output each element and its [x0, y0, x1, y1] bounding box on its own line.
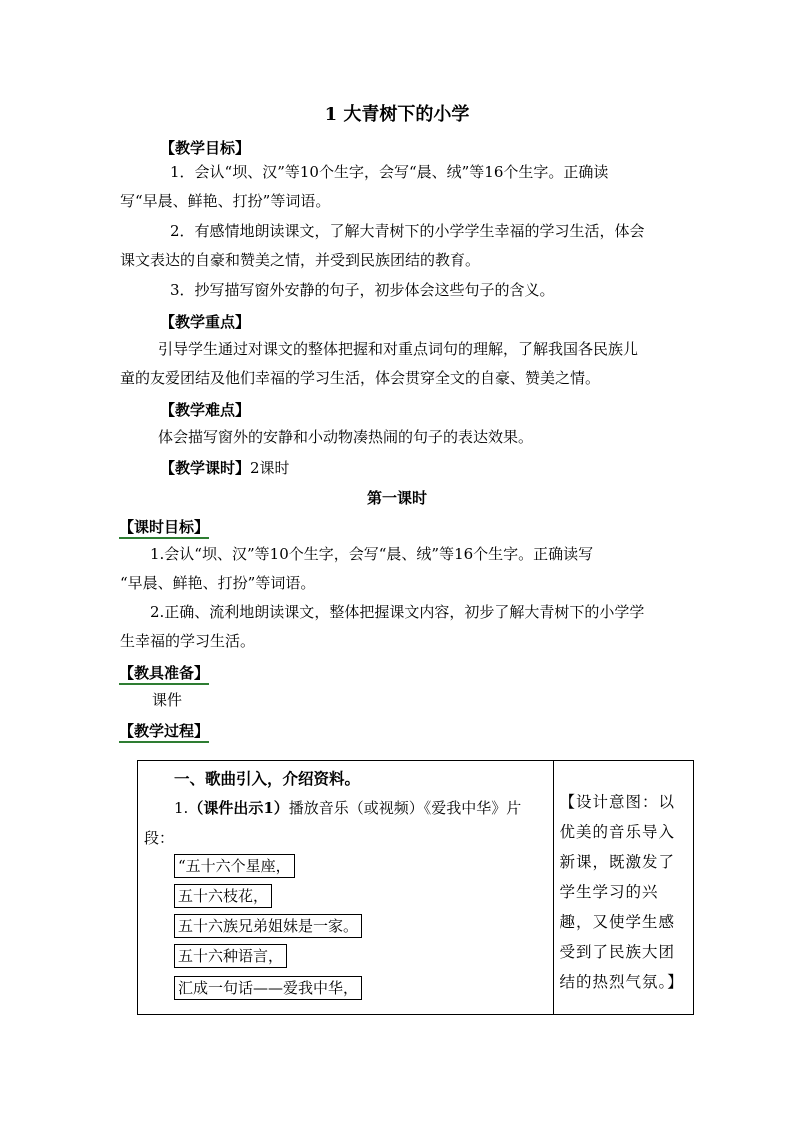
lyric-line-3: 五十六族兄弟姐妹是一家。	[174, 914, 362, 938]
difficulties-heading: 【教学难点】	[160, 401, 251, 419]
page-title: 1 大青树下的小学	[324, 104, 470, 125]
lesson-goal-1-line-1: 1.会认“坝、汉”等10个生字，会写“晨、绒”等16个生字。正确读写	[150, 545, 594, 563]
design-note: 【设计意图：以优美的音乐导入新课，既激发了学生学习的兴趣，又使学生感受到了民族大团结的热烈气氛。】	[559, 793, 684, 991]
process-heading	[119, 720, 209, 741]
lesson-1-heading: 第一课时	[366, 489, 427, 507]
hours-row	[160, 457, 290, 478]
step-1-text: 播放音乐（或视频）《爱我中华》片	[288, 799, 522, 817]
step-1-number: 1.	[174, 799, 189, 817]
step-1-continued: 段：	[144, 829, 175, 847]
lesson-goal-heading	[119, 516, 209, 537]
objective-2-line-1: 2．有感情地朗读课文，了解大青树下的小学学生幸福的学习生活，体会	[170, 222, 645, 240]
prep-heading-text: 【教具准备】	[119, 664, 209, 685]
lyric-line-4: 五十六种语言，	[174, 944, 287, 968]
step-1-courseware: （课件出示1）	[188, 799, 289, 817]
step-1	[174, 797, 521, 818]
lyric-line-5: 汇成一句话——爱我中华，	[174, 976, 362, 1000]
hours-value: 2课时	[250, 459, 290, 477]
lyric-line-2: 五十六枝花，	[174, 884, 272, 908]
objective-3: 3．抄写描写窗外安静的句子，初步体会这些句子的含义。	[170, 281, 555, 299]
key-points-line-1: 引导学生通过对课文的整体把握和对重点词句的理解，了解我国各民族儿	[158, 340, 639, 358]
prep-value: 课件	[152, 691, 183, 709]
section-title: 一、歌曲引入，介绍资料。	[174, 769, 361, 788]
prep-heading	[119, 662, 209, 683]
lyric-line-1: “五十六个星座，	[174, 854, 295, 878]
objectives-heading: 【教学目标】	[160, 139, 251, 157]
objective-1-line-2: 写“早晨、鲜艳、打扮”等词语。	[120, 192, 331, 210]
process-heading-text: 【教学过程】	[119, 722, 209, 743]
key-points-line-2: 童的友爱团结及他们幸福的学习生活，体会贯穿全文的自豪、赞美之情。	[120, 369, 601, 387]
hours-heading: 【教学课时】	[160, 459, 251, 477]
design-note-cell	[553, 761, 694, 1015]
lesson-goal-2-line-2: 生幸福的学习生活。	[120, 632, 256, 650]
lesson-goal-2-line-1: 2.正确、流利地朗读课文，整体把握课文内容，初步了解大青树下的小学学	[150, 603, 645, 621]
objective-1-line-1: 1．会认“坝、汉”等10个生字，会写“晨、绒”等16个生字。正确读	[170, 163, 609, 181]
objective-2-line-2: 课文表达的自豪和赞美之情，并受到民族团结的教育。	[120, 251, 481, 269]
difficulties-line-1: 体会描写窗外的安静和小动物凑热闹的句子的表达效果。	[158, 428, 534, 446]
process-content-cell	[138, 761, 554, 1015]
lesson-goal-1-line-2: “早晨、鲜艳、打扮”等词语。	[120, 574, 316, 592]
lesson-goal-heading-text: 【课时目标】	[119, 518, 209, 539]
lesson-process-table	[137, 760, 694, 1015]
key-points-heading: 【教学重点】	[160, 313, 251, 331]
